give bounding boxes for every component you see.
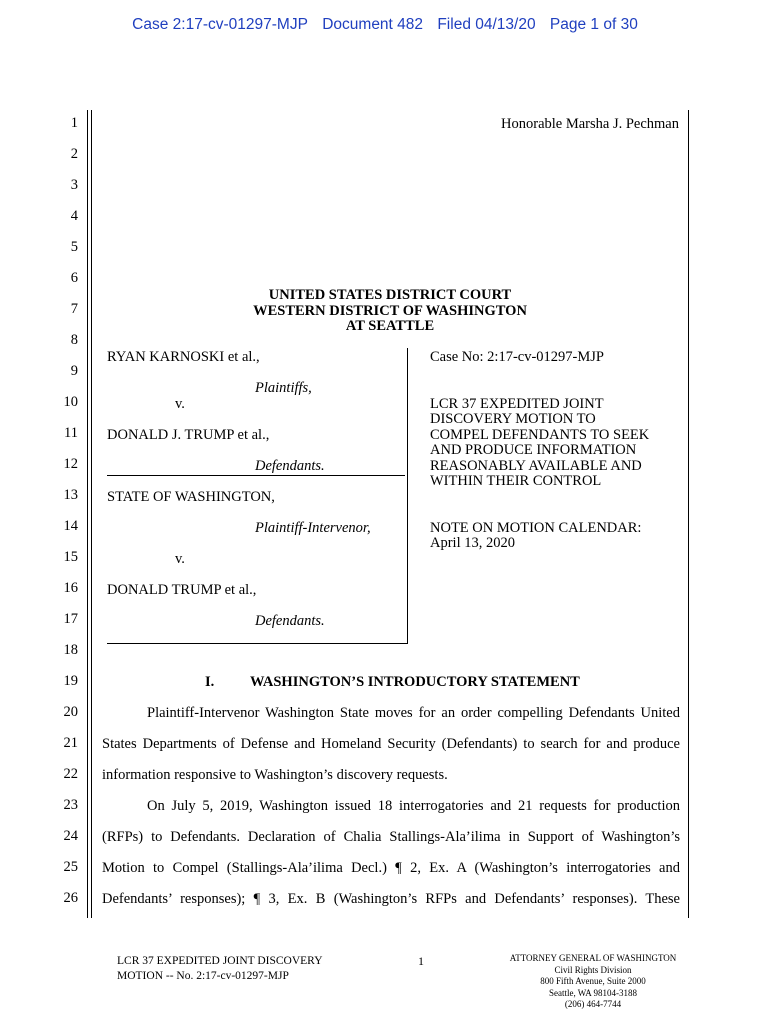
office-name: ATTORNEY GENERAL OF WASHINGTON	[509, 953, 677, 963]
line-number: 18	[63, 642, 78, 658]
line-number: 19	[63, 673, 78, 689]
line-number: 5	[70, 239, 78, 255]
court-location: AT SEATTLE	[345, 318, 435, 334]
motion-title-line: DISCOVERY MOTION TO	[430, 411, 596, 427]
note-on-motion-label: NOTE ON MOTION CALENDAR:	[430, 520, 642, 536]
line-number: 21	[63, 735, 78, 751]
caption-divider	[407, 348, 408, 644]
intervenor-role: Plaintiff-Intervenor,	[255, 520, 371, 536]
body-line: Defendants’ responses); ¶ 3, Ex. B (Washington’s RFPs and Defendants’ responses). These	[102, 891, 680, 907]
plaintiff-name: RYAN KARNOSKI et al.,	[107, 349, 260, 365]
office-division: Civil Rights Division	[554, 964, 632, 975]
office-phone: (206) 464-7744	[564, 999, 622, 1009]
motion-title-line: LCR 37 EXPEDITED JOINT	[430, 396, 604, 412]
caption-separator	[107, 475, 405, 476]
header-document-number: Document 482	[322, 16, 424, 33]
footer-page-number: 1	[418, 954, 424, 968]
judge-name: Honorable Marsha J. Pechman	[501, 116, 679, 132]
defendant-name: DONALD TRUMP et al.,	[107, 582, 257, 598]
note-on-motion-date: April 13, 2020	[430, 535, 515, 551]
body-line: On July 5, 2019, Washington issued 18 interrogatories and 21 requests for production	[147, 798, 680, 814]
defendant-name: DONALD J. TRUMP et al.,	[107, 427, 270, 443]
line-number: 25	[63, 859, 78, 875]
header-page-count: Page 1 of 30	[549, 16, 638, 33]
case-number: Case No: 2:17-cv-01297-MJP	[430, 349, 604, 365]
right-margin-rule	[688, 110, 689, 918]
body-line: Motion to Compel (Stallings-Ala’ilima Decl.) ¶ 2, Ex. A (Washington’s interrogatories and	[102, 860, 680, 876]
line-number: 23	[63, 797, 78, 813]
ecf-header	[0, 16, 770, 34]
defendant-role: Defendants.	[255, 613, 325, 629]
intervenor-name: STATE OF WASHINGTON,	[107, 489, 275, 505]
left-margin-rule-inner	[91, 110, 92, 918]
line-number: 14	[63, 518, 78, 534]
court-name: UNITED STATES DISTRICT COURT	[268, 287, 512, 303]
court-district: WESTERN DISTRICT OF WASHINGTON	[253, 303, 527, 319]
body-line: (RFPs) to Defendants. Declaration of Chalia Stallings-Ala’ilima in Support of Washington’s	[102, 829, 680, 845]
motion-title-line: AND PRODUCE INFORMATION	[430, 442, 637, 458]
defendant-role: Defendants.	[255, 458, 325, 474]
body-line: information responsive to Washington’s discovery requests.	[102, 767, 448, 783]
line-number: 17	[63, 611, 78, 627]
plaintiff-role: Plaintiffs,	[255, 380, 312, 396]
motion-title-line: REASONABLY AVAILABLE AND	[430, 458, 642, 474]
line-number: 6	[70, 270, 78, 286]
line-number: 15	[63, 549, 78, 565]
footer-document-title	[117, 954, 323, 984]
line-number: 12	[63, 456, 78, 472]
line-number: 11	[64, 425, 78, 441]
left-margin-rule-outer	[87, 110, 88, 918]
versus-label: v.	[175, 396, 185, 412]
line-number: 2	[70, 146, 78, 162]
footer-attorney-office	[497, 953, 689, 1011]
line-number: 24	[63, 828, 78, 844]
section-title: WASHINGTON’S INTRODUCTORY STATEMENT	[250, 674, 580, 690]
line-number: 4	[70, 208, 78, 224]
header-case-number: Case 2:17-cv-01297-MJP	[132, 16, 308, 33]
line-number: 22	[63, 766, 78, 782]
section-number: I.	[205, 674, 215, 690]
line-number: 13	[63, 487, 78, 503]
motion-title-line: WITHIN THEIR CONTROL	[430, 473, 602, 489]
office-city: Seattle, WA 98104-3188	[548, 987, 638, 998]
line-number: 3	[70, 177, 78, 193]
line-number: 1	[70, 115, 78, 131]
motion-title-line: COMPEL DEFENDANTS TO SEEK	[430, 427, 650, 443]
header-filed-date: Filed 04/13/20	[437, 16, 536, 33]
line-number: 20	[63, 704, 78, 720]
versus-label: v.	[175, 551, 185, 567]
line-number: 7	[70, 301, 78, 317]
office-street: 800 Fifth Avenue, Suite 2000	[540, 976, 646, 986]
line-number: 26	[63, 890, 78, 906]
body-line: States Departments of Defense and Homeland Security (Defendants) to search for and produce	[102, 736, 680, 752]
line-number: 9	[70, 363, 78, 379]
caption-bottom-rule	[107, 643, 408, 644]
line-number: 8	[70, 332, 78, 348]
footer-title-line: MOTION -- No. 2:17-cv-01297-MJP	[117, 970, 289, 982]
line-number: 16	[63, 580, 78, 596]
body-line: Plaintiff-Intervenor Washington State moves for an order compelling Defendants United	[147, 705, 680, 721]
line-number: 10	[63, 394, 78, 410]
footer-title-line: LCR 37 EXPEDITED JOINT DISCOVERY	[117, 955, 323, 967]
